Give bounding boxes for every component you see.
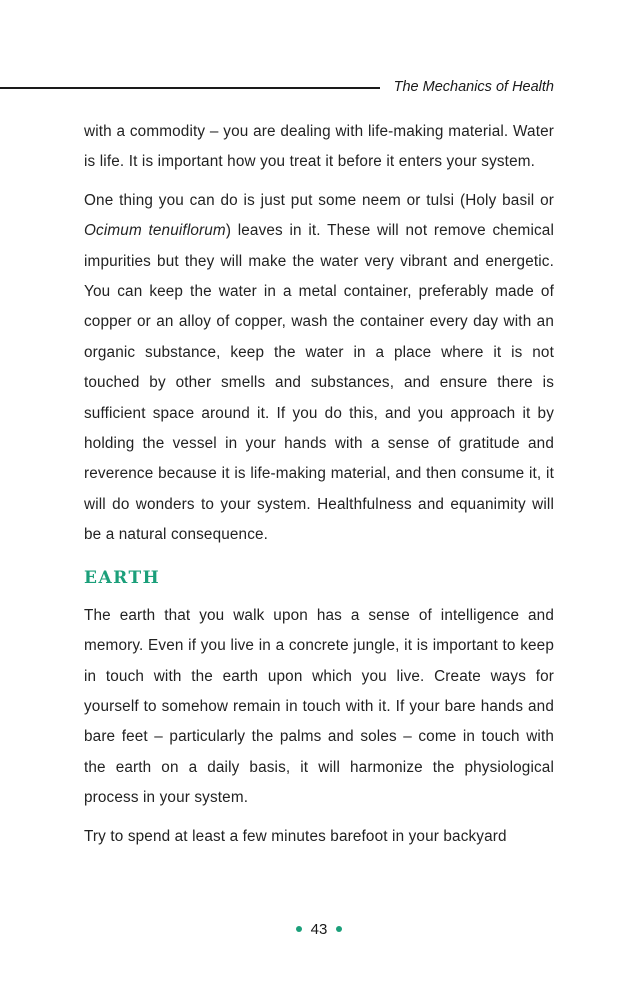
section-heading: EARTH xyxy=(84,567,161,588)
page-footer xyxy=(0,920,638,940)
bullet-dot-icon xyxy=(336,926,342,932)
running-header xyxy=(0,76,638,98)
page-body xyxy=(84,117,554,860)
paragraph-3: The earth that you walk upon has a sense of intelligence and memory. Even if you live in a concrete jungle, it is important to keep in touch with the earth upon which you live. Create ways for yourself to somehow remain in touch with it. If your bare hands and bare feet – particularly the palms and soles – come in touch with the earth on a daily basis, it will harmonize the physiological process in your system. xyxy=(84,606,554,807)
bullet-dot-icon xyxy=(296,926,302,932)
paragraph-4: Try to spend at least a few minutes barefoot in your backyard xyxy=(84,827,507,845)
paragraph-2 xyxy=(84,186,554,551)
paragraph-2-end: ) leaves in it. These will not remove chemical impurities but they will make the water very vibrant and energetic. You can keep the water in a metal container, preferably made of copper or an alloy of copper, wash the container every day with an organic substance, keep the water in a place where it is not touched by other smells and substances, and ensure there is sufficient space around it. If you do this, and you approach it by holding the vessel in your hands with a sense of gratitude and reverence because it is life-making material, and then consume it, it will do wonders to your system. Healthfulness and equanimity will be a natural consequence. xyxy=(84,222,554,544)
paragraph-2-start: One thing you can do is just put some neem or tulsi (Holy basil or xyxy=(84,191,554,209)
header-rule xyxy=(0,87,380,89)
running-title: The Mechanics of Health xyxy=(393,79,554,95)
species-name: Ocimum tenuiflorum xyxy=(84,222,226,240)
page-number: 43 xyxy=(310,921,328,938)
paragraph-1: with a commodity – you are dealing with life-making material. Water is life. It is important how you treat it before it enters your system. xyxy=(84,123,554,171)
